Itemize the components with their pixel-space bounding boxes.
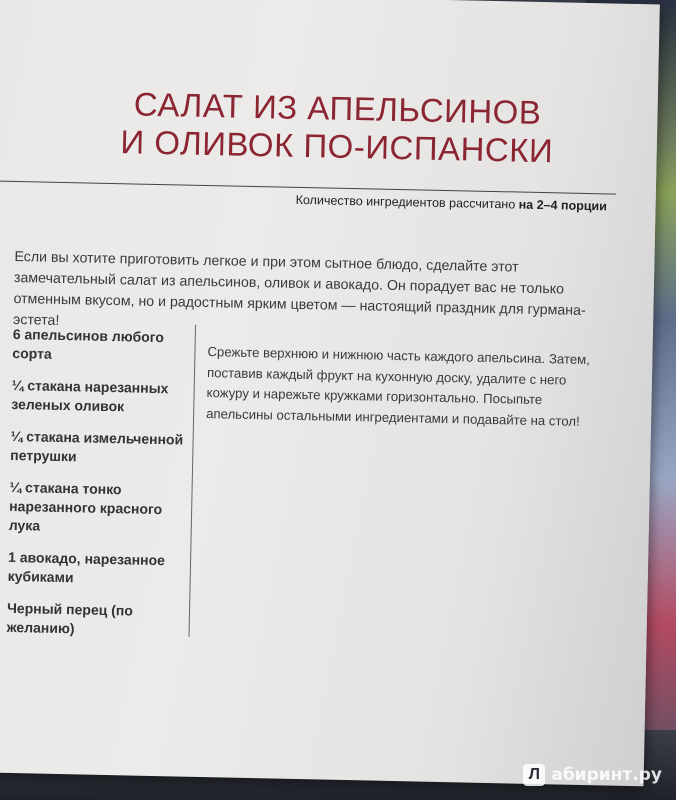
intro-paragraph: Если вы хотите приготовить легкое и при этом сытное блюдо, сделайте этот замечательный салат из апельсинов, оливок и авокадо. Он порадует вас не только отменным вкусом, но и радостным ярким цветом — настоящий праздник для гурмана-эстета! [12, 249, 586, 330]
watermark [523, 764, 662, 786]
labirint-logo-icon: Л [523, 764, 545, 786]
watermark-text: абиринт.ру [551, 765, 662, 785]
recipe-title-line-2: И ОЛИВОК ПО-ИСПАНСКИ [120, 123, 554, 170]
servings-prefix: Количество ингредиентов рассчитано [295, 192, 519, 212]
ingredient-item [0, 376, 197, 418]
method-paragraph: Срежьте верхнюю и нижнюю часть каждого апельсина. Затем, поставив каждый фрукт на кухонную доску, удалите с него кожуру и нарежьте кружками горизонтально. Посыпьте апельсины остальными ингредиентами и подавайте на стол! [206, 344, 591, 429]
ingredient-text: 6 апельсинов любого сорта [12, 325, 165, 362]
ingredient-item [0, 548, 193, 590]
ingredients-list [0, 325, 198, 654]
servings-note [296, 193, 616, 214]
ingredient-item [0, 478, 195, 539]
ingredient-text: ¼ стакана тонко нарезанного красного лука [8, 478, 163, 534]
ingredient-text: ¼ стакана нарезанных зеленых оливок [11, 376, 169, 415]
recipe-title [66, 84, 607, 171]
servings-value: на 2–4 порции [518, 197, 608, 214]
ingredient-item [0, 427, 196, 469]
ingredient-text: ¼ стакана измельченной петрушки [10, 427, 184, 465]
ingredient-item [0, 598, 192, 640]
recipe-title-line-1: САЛАТ ИЗ АПЕЛЬСИНОВ [133, 85, 542, 132]
ingredient-item [0, 325, 198, 367]
ingredient-text: Черный перец (по желанию) [6, 599, 134, 637]
ingredient-text: 1 авокадо, нарезанное кубиками [7, 548, 166, 586]
